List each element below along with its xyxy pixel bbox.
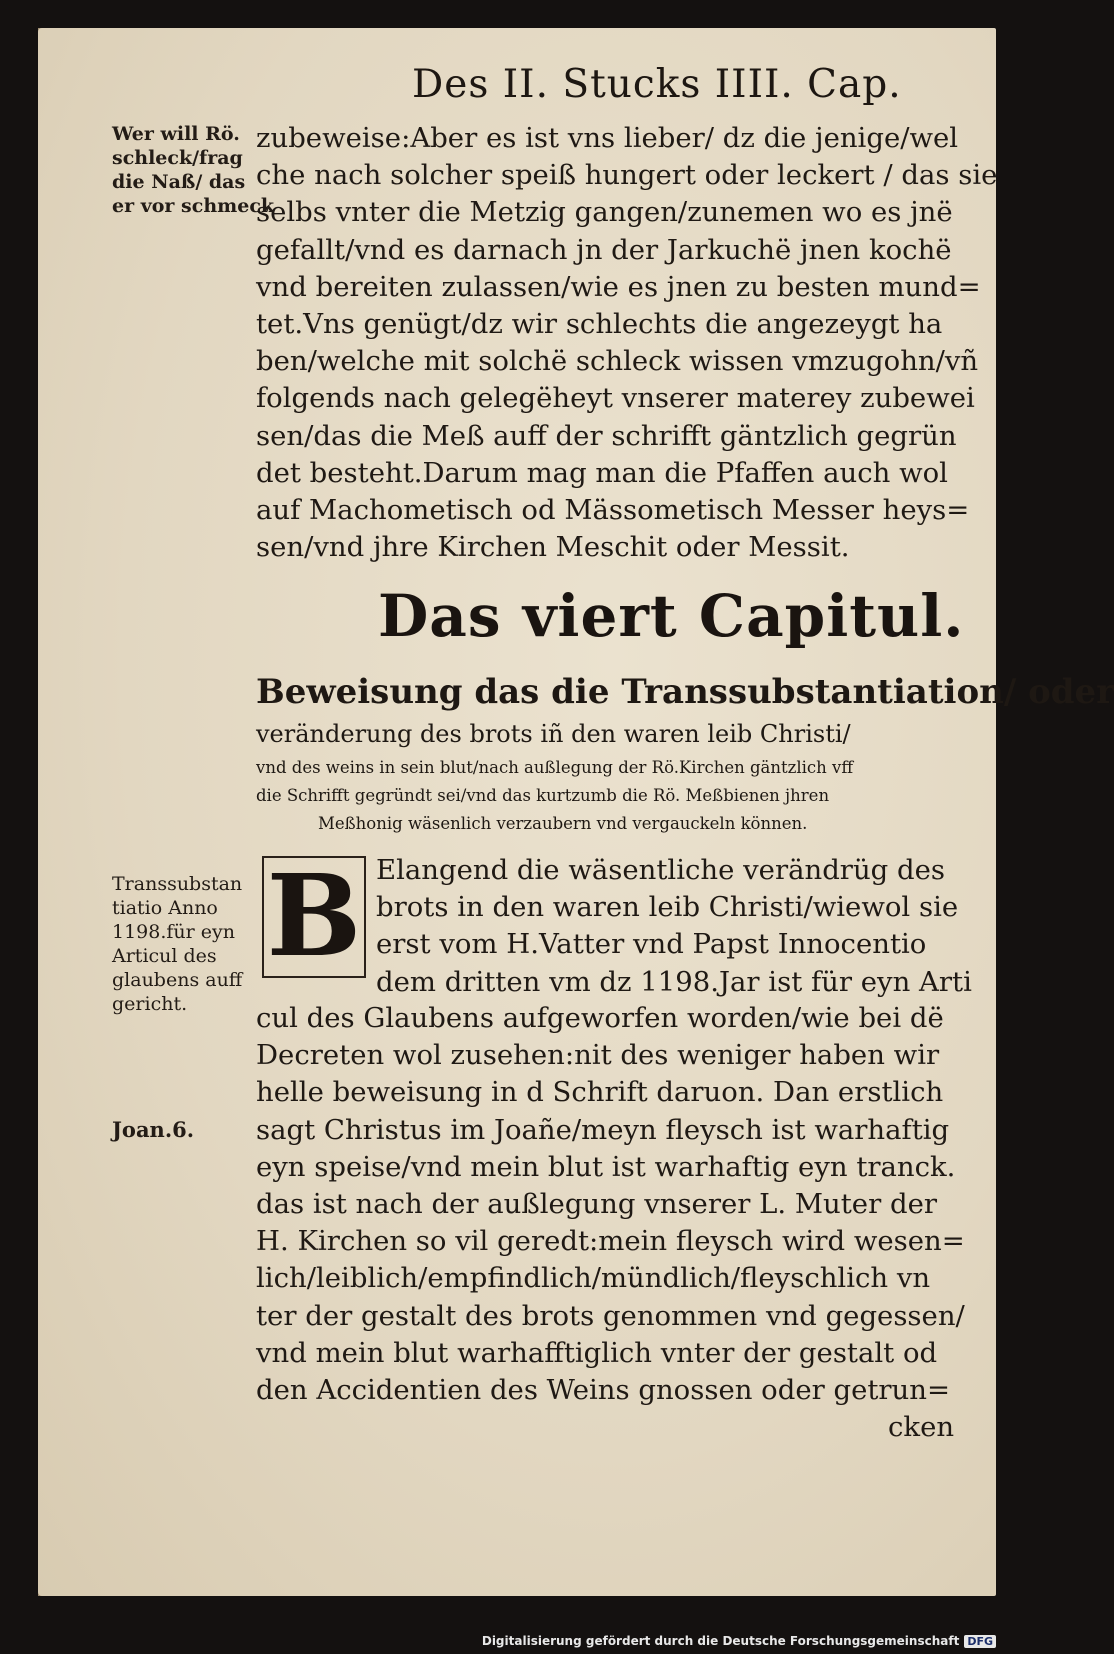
top-paragraph: [256, 120, 998, 566]
summary-line: veränderung des brots iñ den waren leib Christi/: [256, 720, 851, 748]
text-line: vnd bereiten zulassen/wie es jnen zu besten mund=: [256, 270, 981, 303]
margin-note-2: [112, 872, 242, 1016]
text-line: sen/vnd jhre Kirchen Meschit oder Messit.: [256, 531, 850, 564]
margin-line: Joan.6.: [112, 1117, 195, 1142]
drop-cap-initial: B: [262, 856, 366, 978]
margin-line: er vor schmeck: [112, 195, 275, 217]
margin-line: tiatio Anno: [112, 897, 218, 919]
text-line: dem dritten vm dz 1198.Jar ist für eyn Arti: [376, 965, 972, 998]
text-line: vnd mein blut warhafftiglich vnter der gestalt od: [256, 1336, 938, 1369]
dfg-logo: DFG: [964, 1635, 996, 1648]
text-line: ben/welche mit solchë schleck wissen vmzugohn/vñ: [256, 345, 979, 378]
margin-line: Articul des: [112, 945, 217, 967]
text-line: folgends nach gelegëheyt vnserer materey zubewei: [256, 382, 975, 415]
text-line: ter der gestalt des brots genommen vnd gegessen/: [256, 1299, 965, 1332]
text-line: det besteht.Darum mag man die Pfaffen auch wol: [256, 456, 948, 489]
text-line: H. Kirchen so vil geredt:mein fleysch wird wesen=: [256, 1225, 965, 1258]
main-paragraph: [256, 1000, 965, 1446]
summary-line: Meßhonig wäsenlich verzaubern vnd vergauckeln können.: [318, 814, 808, 833]
text-line: sagt Christus im Joañe/meyn fleysch ist warhaftig: [256, 1113, 950, 1146]
text-line: cken: [888, 1411, 955, 1444]
margin-line: glaubens auff: [112, 969, 243, 991]
text-line: gefallt/vnd es darnach jn der Jarkuchë jnen kochë: [256, 233, 952, 266]
margin-line: Wer will Rö.: [112, 123, 240, 145]
summary-line: Beweisung das die Transsubstantiation/ oder: [256, 672, 1114, 712]
margin-line: gericht.: [112, 993, 188, 1015]
summary-line: vnd des weins in sein blut/nach außlegung der Rö.Kirchen gäntzlich vff: [256, 758, 854, 777]
summary-line: die Schrifft gegründt sei/vnd das kurtzumb die Rö. Meßbienen jhren: [256, 786, 830, 805]
text-line: lich/leiblich/empfindlich/mündlich/fleyschlich vn: [256, 1262, 931, 1295]
text-line: Elangend die wäsentliche verändrüg des: [376, 854, 945, 886]
footer-credit: [482, 1632, 996, 1650]
text-line: selbs vnter die Metzig gangen/zunemen wo es jnë: [256, 196, 953, 229]
margin-line: die Naß/ das: [112, 171, 246, 193]
margin-note-3: [112, 1118, 194, 1142]
running-header: Des II. Stucks IIII. Cap.: [412, 62, 902, 107]
footer-text: Digitalisierung gefördert durch die Deutsche Forschungsgemeinschaft: [481, 1634, 960, 1648]
text-line: cul des Glaubens aufgeworfen worden/wie bei dë: [256, 1002, 944, 1034]
text-line: den Accidentien des Weins gnossen oder getrun=: [256, 1373, 951, 1406]
margin-line: 1198.für eyn: [112, 921, 235, 943]
chapter-summary: [256, 672, 1114, 842]
margin-line: Transsubstan: [112, 873, 243, 895]
text-line: auf Machometisch od Mässometisch Messer heys=: [256, 493, 970, 526]
margin-line: schleck/frag: [112, 147, 243, 169]
text-line: helle beweisung in d Schrift daruon. Dan erstlich: [256, 1076, 944, 1109]
text-line: Decreten wol zusehen:nit des weniger haben wir: [256, 1039, 940, 1072]
margin-note-1: [112, 122, 274, 218]
text-line: tet.Vns genügt/dz wir schlechts die angezeygt ha: [256, 307, 943, 340]
text-line: eyn speise/vnd mein blut ist warhaftig eyn tranck.: [256, 1150, 956, 1183]
text-line: das ist nach der außlegung vnserer L. Muter der: [256, 1187, 937, 1220]
text-line: zubeweise:Aber es ist vns lieber/ dz die jenige/wel: [256, 122, 959, 154]
text-line: erst vom H.Vatter vnd Papst Innocentio: [376, 928, 927, 961]
text-line: brots in den waren leib Christi/wiewol sie: [376, 891, 959, 924]
drop-cap-lines: [376, 852, 972, 1001]
text-line: sen/das die Meß auff der schrifft gäntzlich gegrün: [256, 419, 957, 452]
chapter-title: Das viert Capitul.: [378, 582, 965, 650]
text-line: che nach solcher speiß hungert oder leckert / das sie: [256, 159, 998, 192]
